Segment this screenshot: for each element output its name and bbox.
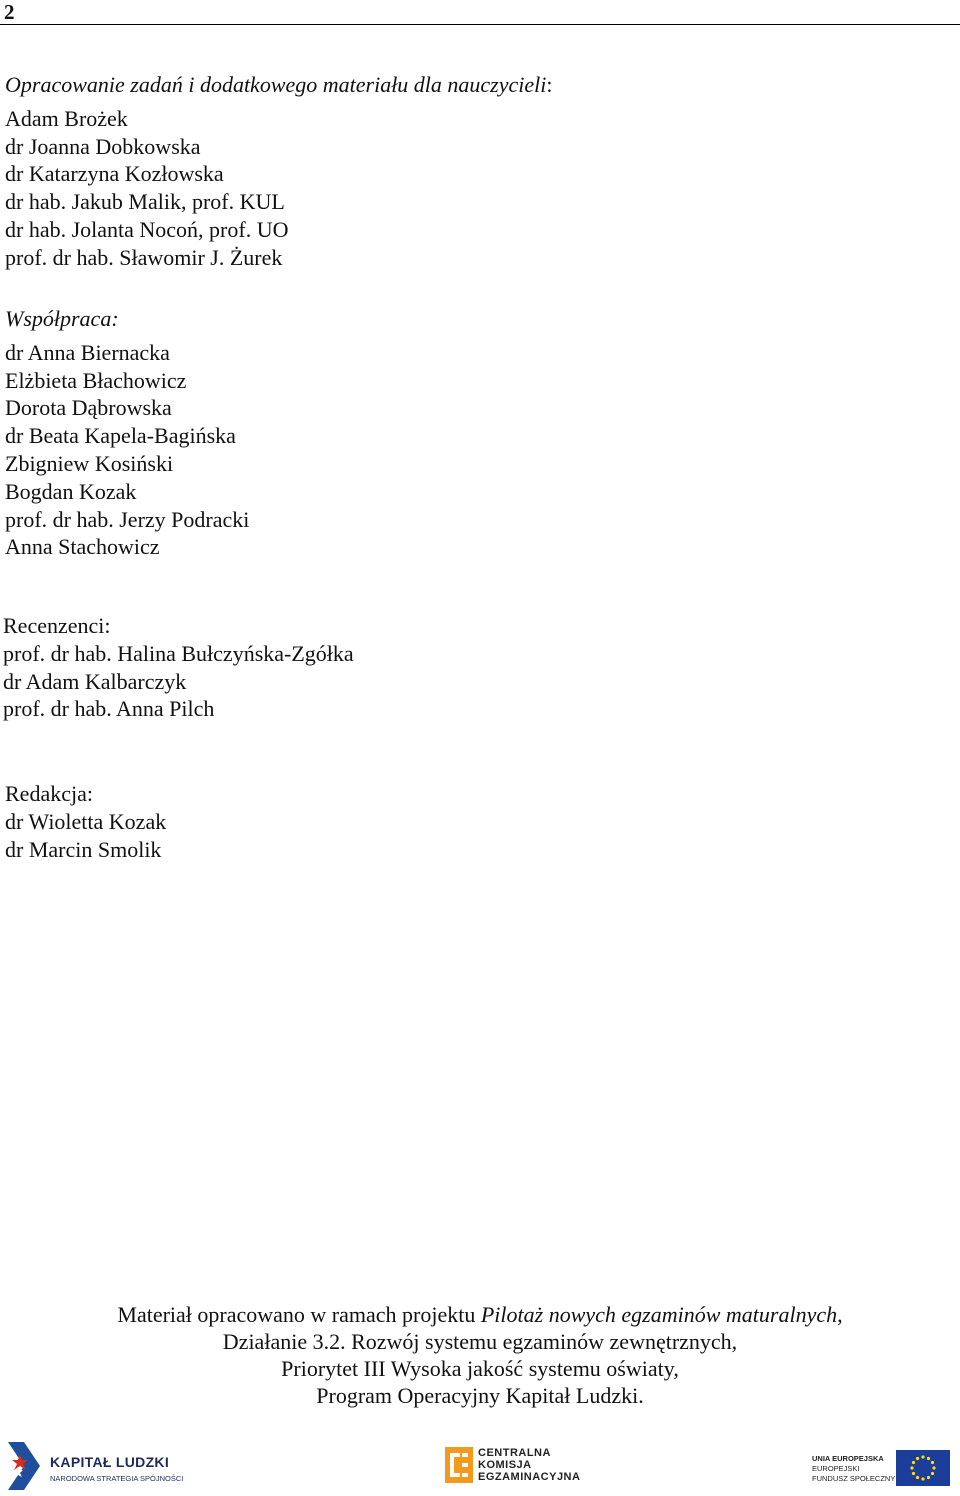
author-name: dr Katarzyna Kozłowska — [5, 161, 224, 187]
editor-name: dr Marcin Smolik — [5, 836, 162, 862]
authors-heading: Opracowanie zadań i dodatkowego materiału dla nauczycieli: — [5, 72, 553, 97]
collaborator-name: Dorota Dąbrowska — [5, 395, 172, 421]
collaborator-name: prof. dr hab. Jerzy Podracki — [5, 506, 250, 532]
eu-logo — [812, 1448, 957, 1490]
kapital-ludzki-title: KAPITAŁ LUDZKI — [50, 1454, 170, 1470]
header-rule — [0, 24, 960, 25]
kapital-ludzki-logo — [4, 1440, 184, 1492]
cke-line-3: EGZAMINACYJNA — [478, 1471, 581, 1483]
project-note-line-4: Program Operacyjny Kapitał Ludzki. — [316, 1383, 644, 1408]
collaborator-name: Anna Stachowicz — [5, 534, 160, 560]
editor-name: dr Wioletta Kozak — [5, 808, 167, 834]
author-name: prof. dr hab. Sławomir J. Żurek — [5, 244, 283, 270]
editors-section — [5, 780, 166, 863]
collaborator-name: Elżbieta Błachowicz — [5, 367, 187, 393]
author-name: dr hab. Jolanta Nocoń, prof. UO — [5, 216, 289, 242]
author-name: Adam Brożek — [5, 105, 128, 131]
collaborator-name: Zbigniew Kosiński — [5, 450, 174, 476]
kapital-ludzki-star-icon — [4, 1440, 44, 1492]
cke-logo — [445, 1444, 585, 1490]
authors-section — [5, 71, 553, 272]
logo-bar — [0, 1436, 960, 1496]
kapital-ludzki-subtitle: NARODOWA STRATEGIA SPÓJNOŚCI — [50, 1474, 184, 1483]
author-name: dr hab. Jakub Malik, prof. KUL — [5, 189, 285, 215]
eu-line-3: FUNDUSZ SPOŁECZNY — [812, 1474, 896, 1483]
collaborator-name: Bogdan Kozak — [5, 478, 137, 504]
editors-heading: Redakcja: — [5, 781, 93, 806]
project-note-line-1: Materiał opracowano w ramach projektu Pilotaż nowych egzaminów maturalnych, — [117, 1302, 843, 1327]
cke-line-1: CENTRALNA — [478, 1447, 551, 1459]
reviewer-name: prof. dr hab. Anna Pilch — [3, 696, 215, 722]
cke-emblem-icon — [445, 1447, 473, 1483]
project-note-line-2: Działanie 3.2. Rozwój systemu egzaminów zewnętrznych, — [222, 1329, 738, 1354]
collaboration-heading: Współpraca: — [5, 306, 119, 331]
project-note — [0, 1301, 960, 1409]
reviewer-name: dr Adam Kalbarczyk — [3, 668, 187, 694]
cke-line-2: KOMISJA — [478, 1459, 532, 1471]
reviewers-section — [3, 612, 354, 723]
collaborator-name: dr Anna Biernacka — [5, 339, 170, 365]
author-name: dr Joanna Dobkowska — [5, 133, 201, 159]
project-note-line-3: Priorytet III Wysoka jakość systemu oświaty, — [281, 1356, 679, 1381]
reviewers-heading: Recenzenci: — [3, 613, 111, 638]
collaborator-name: dr Beata Kapela-Bagińska — [5, 423, 236, 449]
collaboration-section — [5, 305, 249, 561]
eu-line-1: UNIA EUROPEJSKA — [812, 1454, 884, 1463]
page-number: 2 — [4, 0, 15, 24]
reviewer-name: prof. dr hab. Halina Bułczyńska-Zgółka — [3, 640, 354, 666]
eu-line-2: EUROPEJSKI — [812, 1464, 860, 1473]
eu-flag-icon — [896, 1450, 950, 1486]
